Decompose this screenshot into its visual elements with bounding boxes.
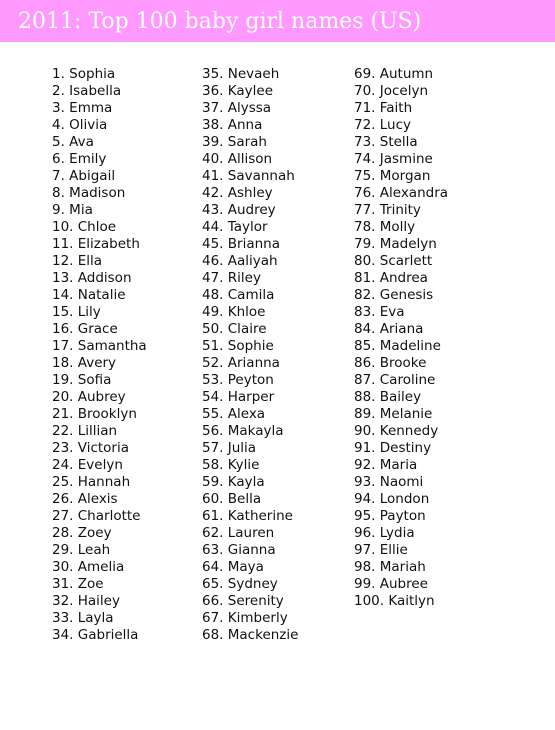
list-item: 57. Julia: [202, 440, 257, 456]
list-item: 46. Aaliyah: [202, 253, 278, 269]
list-item: 24. Evelyn: [52, 457, 123, 473]
list-item: 32. Hailey: [52, 593, 120, 609]
list-item: 7. Abigail: [52, 168, 116, 184]
list-item: 76. Alexandra: [354, 185, 449, 201]
list-item: 12. Ella: [52, 253, 103, 269]
list-item: 81. Andrea: [354, 270, 428, 286]
list-item: 75. Morgan: [354, 168, 431, 184]
list-item: 23. Victoria: [52, 440, 129, 456]
list-item: 10. Chloe: [52, 219, 117, 235]
list-item: 38. Anna: [202, 117, 263, 133]
list-item: 74. Jasmine: [354, 151, 433, 167]
list-item: 71. Faith: [354, 100, 413, 116]
list-item: 34. Gabriella: [52, 627, 139, 643]
list-item: 69. Autumn: [354, 66, 434, 82]
list-item: 35. Nevaeh: [202, 66, 280, 82]
list-item: 45. Brianna: [202, 236, 280, 252]
list-item: 64. Maya: [202, 559, 264, 575]
list-item: 58. Kylie: [202, 457, 260, 473]
list-item: 47. Riley: [202, 270, 261, 286]
list-item: 95. Payton: [354, 508, 426, 524]
list-item: 93. Naomi: [354, 474, 424, 490]
list-item: 82. Genesis: [354, 287, 434, 303]
list-item: 39. Sarah: [202, 134, 267, 150]
list-item: 89. Melanie: [354, 406, 433, 422]
list-item: 85. Madeline: [354, 338, 441, 354]
list-item: 91. Destiny: [354, 440, 432, 456]
list-item: 55. Alexa: [202, 406, 266, 422]
list-item: 28. Zoey: [52, 525, 112, 541]
list-item: 37. Alyssa: [202, 100, 272, 116]
list-item: 8. Madison: [52, 185, 126, 201]
list-item: 4. Olivia: [52, 117, 108, 133]
list-item: 51. Sophie: [202, 338, 274, 354]
list-item: 17. Samantha: [52, 338, 147, 354]
list-item: 100. Kaitlyn: [354, 593, 435, 609]
list-item: 53. Peyton: [202, 372, 274, 388]
list-item: 65. Sydney: [202, 576, 278, 592]
list-item: 77. Trinity: [354, 202, 421, 218]
list-item: 43. Audrey: [202, 202, 276, 218]
list-item: 63. Gianna: [202, 542, 276, 558]
list-item: 40. Allison: [202, 151, 273, 167]
title-bar: [0, 0, 555, 42]
list-item: 36. Kaylee: [202, 83, 274, 99]
list-item: 99. Aubree: [354, 576, 428, 592]
list-item: 72. Lucy: [354, 117, 412, 133]
list-item: 78. Molly: [354, 219, 416, 235]
list-item: 18. Avery: [52, 355, 117, 371]
list-item: 62. Lauren: [202, 525, 275, 541]
list-item: 14. Natalie: [52, 287, 126, 303]
list-item: 6. Emily: [52, 151, 107, 167]
list-item: 84. Ariana: [354, 321, 424, 337]
list-item: 83. Eva: [354, 304, 405, 320]
list-item: 87. Caroline: [354, 372, 436, 388]
names-column-2: [202, 66, 298, 644]
list-item: 13. Addison: [52, 270, 132, 286]
list-item: 96. Lydia: [354, 525, 415, 541]
list-item: 80. Scarlett: [354, 253, 433, 269]
list-item: 15. Lily: [52, 304, 101, 320]
list-item: 1. Sophia: [52, 66, 116, 82]
list-item: 94. London: [354, 491, 430, 507]
list-item: 86. Brooke: [354, 355, 427, 371]
list-item: 79. Madelyn: [354, 236, 437, 252]
list-item: 29. Leah: [52, 542, 111, 558]
list-item: 68. Mackenzie: [202, 627, 299, 643]
list-item: 2. Isabella: [52, 83, 122, 99]
names-column-1: [52, 66, 147, 644]
list-item: 3. Emma: [52, 100, 113, 116]
list-item: 52. Arianna: [202, 355, 280, 371]
list-item: 97. Ellie: [354, 542, 408, 558]
list-item: 30. Amelia: [52, 559, 125, 575]
list-item: 21. Brooklyn: [52, 406, 137, 422]
list-item: 60. Bella: [202, 491, 262, 507]
list-item: 49. Khloe: [202, 304, 266, 320]
list-item: 26. Alexis: [52, 491, 118, 507]
list-item: 11. Elizabeth: [52, 236, 140, 252]
names-column-3: [354, 66, 448, 610]
names-list: [0, 66, 555, 666]
list-item: 33. Layla: [52, 610, 114, 626]
list-item: 67. Kimberly: [202, 610, 288, 626]
list-item: 66. Serenity: [202, 593, 284, 609]
list-item: 41. Savannah: [202, 168, 295, 184]
list-item: 92. Maria: [354, 457, 418, 473]
list-item: 48. Camila: [202, 287, 275, 303]
list-item: 50. Claire: [202, 321, 267, 337]
list-item: 25. Hannah: [52, 474, 131, 490]
list-item: 19. Sofia: [52, 372, 112, 388]
list-item: 73. Stella: [354, 134, 418, 150]
list-item: 56. Makayla: [202, 423, 284, 439]
page-title: 2011: Top 100 baby girl names (US): [18, 9, 422, 34]
list-item: 90. Kennedy: [354, 423, 439, 439]
list-item: 16. Grace: [52, 321, 118, 337]
list-item: 9. Mia: [52, 202, 93, 218]
list-item: 54. Harper: [202, 389, 275, 405]
list-item: 42. Ashley: [202, 185, 273, 201]
list-item: 27. Charlotte: [52, 508, 141, 524]
list-item: 88. Bailey: [354, 389, 422, 405]
list-item: 20. Aubrey: [52, 389, 126, 405]
list-item: 31. Zoe: [52, 576, 104, 592]
list-item: 44. Taylor: [202, 219, 268, 235]
list-item: 59. Kayla: [202, 474, 265, 490]
list-item: 70. Jocelyn: [354, 83, 429, 99]
list-item: 5. Ava: [52, 134, 94, 150]
list-item: 61. Katherine: [202, 508, 293, 524]
list-item: 22. Lillian: [52, 423, 118, 439]
list-item: 98. Mariah: [354, 559, 426, 575]
